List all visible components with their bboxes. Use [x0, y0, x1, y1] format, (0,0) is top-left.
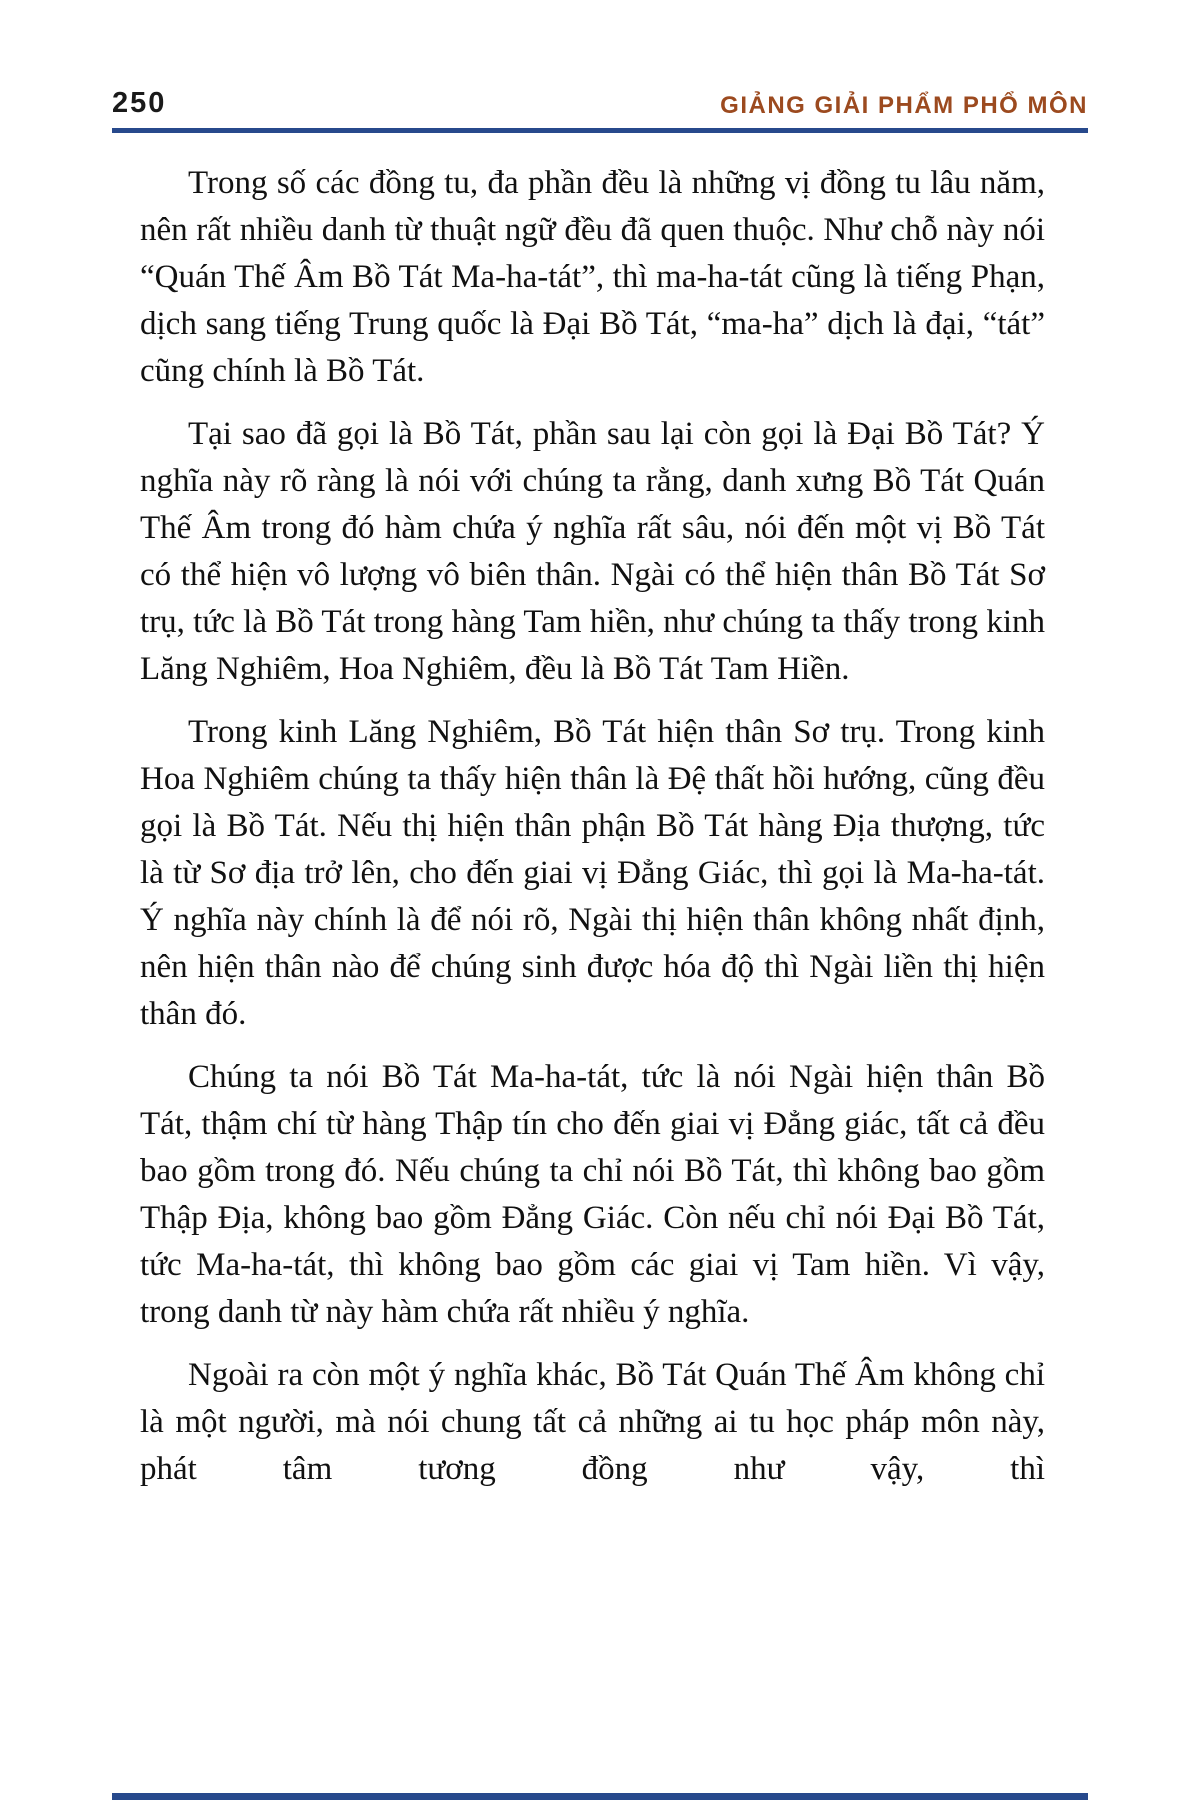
paragraph: Trong số các đồng tu, đa phần đều là những vị đồng tu lâu năm, nên rất nhiều danh từ thuật ngữ đều đã quen thuộc. Như chỗ này nói “Quán Thế Âm Bồ Tát Ma-ha-tát”, thì ma-ha-tát cũng là tiếng Phạn, dịch sang tiếng Trung quốc là Đại Bồ Tát, “ma-ha” dịch là đại, “tát” cũng chính là Bồ Tát. — [140, 165, 1045, 389]
body-text — [140, 160, 1045, 1509]
page-header — [112, 76, 1088, 118]
header-rule — [112, 128, 1088, 133]
footer-rule — [112, 1793, 1088, 1800]
running-title: GIẢNG GIẢI PHẨM PHỔ MÔN — [720, 92, 1088, 119]
paragraph: Ngoài ra còn một ý nghĩa khác, Bồ Tát Quán Thế Âm không chỉ là một người, mà nói chung tất cả những ai tu học pháp môn này, phát tâm tương đồng như vậy, thì — [140, 1357, 1045, 1487]
paragraph: Chúng ta nói Bồ Tát Ma-ha-tát, tức là nói Ngài hiện thân Bồ Tát, thậm chí từ hàng Thập tín cho đến giai vị Đẳng giác, tất cả đều bao gồm trong đó. Nếu chúng ta chỉ nói Bồ Tát, thì không bao gồm Thập Địa, không bao gồm Đẳng Giác. Còn nếu chỉ nói Đại Bồ Tát, tức Ma-ha-tát, thì không bao gồm các giai vị Tam hiền. Vì vậy, trong danh từ này hàm chứa rất nhiều ý nghĩa. — [140, 1059, 1045, 1330]
paragraph: Trong kinh Lăng Nghiêm, Bồ Tát hiện thân Sơ trụ. Trong kinh Hoa Nghiêm chúng ta thấy hiện thân là Đệ thất hồi hướng, cũng đều gọi là Bồ Tát. Nếu thị hiện thân phận Bồ Tát hàng Địa thượng, tức là từ Sơ địa trở lên, cho đến giai vị Đẳng Giác, thì gọi là Ma-ha-tát. Ý nghĩa này chính là để nói rõ, Ngài thị hiện thân không nhất định, nên hiện thân nào để chúng sinh được hóa độ thì Ngài liền thị hiện thân đó. — [140, 714, 1045, 1032]
page-number: 250 — [112, 87, 167, 119]
paragraph: Tại sao đã gọi là Bồ Tát, phần sau lại còn gọi là Đại Bồ Tát? Ý nghĩa này rõ ràng là nói với chúng ta rằng, danh xưng Bồ Tát Quán Thế Âm trong đó hàm chứa ý nghĩa rất sâu, nói đến một vị Bồ Tát có thể hiện vô lượng vô biên thân. Ngài có thể hiện thân Bồ Tát Sơ trụ, tức là Bồ Tát trong hàng Tam hiền, như chúng ta thấy trong kinh Lăng Nghiêm, Hoa Nghiêm, đều là Bồ Tát Tam Hiền. — [140, 416, 1045, 687]
